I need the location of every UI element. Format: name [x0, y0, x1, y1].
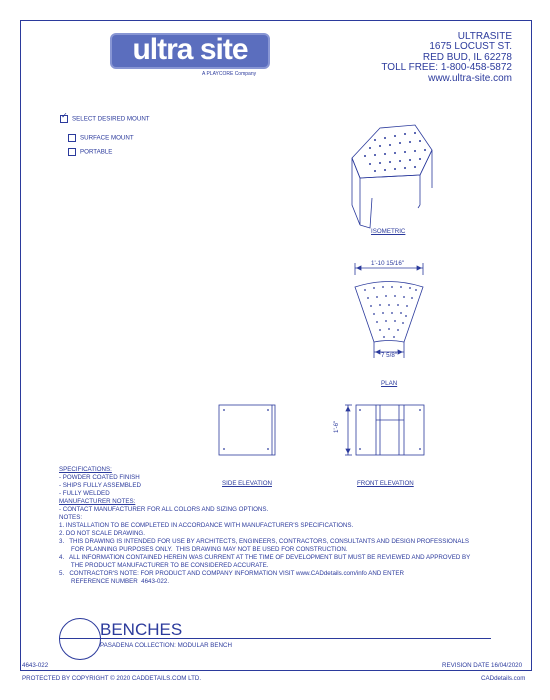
- mount-header-label: SELECT DESIRED MOUNT: [72, 115, 150, 123]
- company-address1: 1675 LOCUST ST.: [429, 41, 512, 53]
- revision-date: REVISION DATE 16/04/2020: [442, 662, 523, 669]
- side-elevation-label: SIDE ELEVATION: [222, 480, 272, 487]
- note-item: 3. THIS DRAWING IS INTENDED FOR USE BY ARCHITECTS, ENGINEERS, CONTRACTORS, CONSULTANTS AND DESIGN PROFESSIONALS: [59, 538, 470, 545]
- spec-item: - POWDER COATED FINISH: [59, 474, 140, 481]
- company-address2: RED BUD, IL 62278: [422, 51, 512, 63]
- note-item: 4. ALL INFORMATION CONTAINED HEREIN WAS CURRENT AT THE TIME OF DEVELOPMENT BUT MUST BE REVIEWED AND APPROVED BY: [59, 554, 471, 561]
- surface-mount-label: SURFACE MOUNT: [80, 134, 134, 142]
- note-item: REFERENCE NUMBER 4643-022.: [59, 578, 170, 585]
- manufacturer-note-item: - CONTACT MANUFACTURER FOR ALL COLORS AND SIZING OPTIONS.: [59, 506, 269, 513]
- logo-text: ultra site: [132, 33, 248, 66]
- note-item: THE PRODUCT MANUFACTURER TO BE CONSIDERED ACCURATE.: [59, 562, 269, 569]
- front-elevation-label: FRONT ELEVATION: [357, 480, 414, 487]
- manufacturer-notes-header: MANUFACTURER NOTES:: [59, 498, 136, 505]
- company-phone: TOLL FREE: 1-800-458-5872: [381, 62, 512, 74]
- drawing-title: BENCHES: [100, 620, 183, 639]
- spec-item: - FULLY WELDED: [59, 490, 110, 497]
- caddetails-brand[interactable]: CADdetails.com: [481, 675, 526, 682]
- notes-header: NOTES:: [59, 514, 83, 521]
- drawing-subtitle: PASADENA COLLECTION: MODULAR BENCH: [100, 642, 232, 649]
- isometric-view: [352, 125, 432, 228]
- note-item: 1. INSTALLATION TO BE COMPLETED IN ACCORDANCE WITH MANUFACTURER'S SPECIFICATIONS.: [59, 522, 354, 529]
- plan-label: PLAN: [381, 380, 398, 387]
- logo-tagline: A PLAYCORE Company: [202, 71, 257, 77]
- front-elevation-view: [345, 405, 424, 455]
- company-name: ULTRASITE: [457, 31, 512, 42]
- note-item: 5. CONTRACTOR'S NOTE: FOR PRODUCT AND COMPANY INFORMATION VISIT www.CADdetails.com/info AND ENTER: [59, 570, 404, 577]
- front-height-dimension: 1'-6": [333, 420, 340, 433]
- portable-label: PORTABLE: [80, 148, 113, 156]
- plan-view: [355, 263, 423, 358]
- plan-depth-dimension: 7 5/8": [381, 352, 397, 359]
- note-item: FOR PLANNING PURPOSES ONLY. THIS DRAWING MAY NOT BE USED FOR CONSTRUCTION.: [59, 546, 348, 553]
- isometric-label: ISOMETRIC: [371, 228, 406, 235]
- spec-item: - SHIPS FULLY ASSEMBLED: [59, 482, 141, 489]
- side-elevation-view: [219, 405, 275, 455]
- copyright-notice: PROTECTED BY COPYRIGHT © 2020 CADDETAILS.COM LTD.: [22, 675, 202, 682]
- mount-header-checkbox: ✓: [60, 115, 68, 123]
- plan-width-dimension: 1'-10 15/16": [371, 260, 404, 267]
- specifications-block: [59, 466, 470, 586]
- reference-number: 4643-022: [22, 662, 49, 669]
- note-item: 2. DO NOT SCALE DRAWING.: [59, 530, 145, 537]
- title-circle: [59, 618, 101, 660]
- company-web[interactable]: www.ultra-site.com: [428, 72, 512, 84]
- specifications-header: SPECIFICATIONS:: [59, 466, 112, 473]
